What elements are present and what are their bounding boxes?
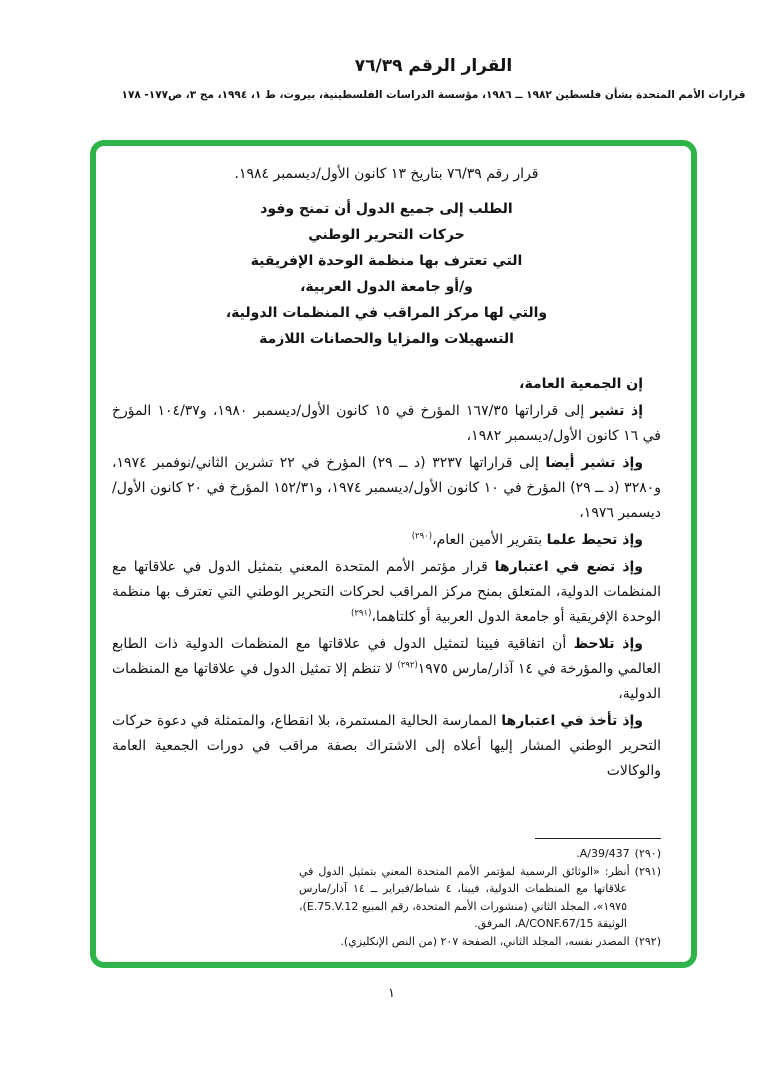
preambular-paragraph [112,528,661,553]
footnote-item [299,863,661,933]
footnote-marker: (٢٩٠) [634,847,661,860]
footnote-list [299,845,661,950]
paragraph-text: أن اتفاقية فيينا لتمثيل الدول في علاقاتها مع المنظمات الدولية ذات الطابع العالمي والمؤرخة في ١٤ آذار/مارس ١٩٧٥ [112,636,662,677]
paragraph-text: إلى قراراتها ١٦٧/٣٥ المؤرخ في ١٥ كانون الأول/ديسمبر ١٩٨٠، و١٠٤/٣٧ المؤرخ في ١٦ كانون الأول/ديسمبر ١٩٨٢، [112,403,661,444]
footnote-separator [535,838,661,839]
subject-line: الطلب إلى جميع الدول أن تمنح وفود [260,201,513,217]
footnote-reference: (٢٩٢) [397,660,418,671]
footnote-marker: (٢٩١) [634,864,661,878]
footnote-item [299,933,661,951]
paragraph-lead: وإذ تحيط علما [546,532,643,548]
footnote-marker: (٢٩٢) [634,934,661,948]
resolution-date-line: قرار رقم ٧٦/٣٩ بتاريخ ١٣ كانون الأول/ديسمبر ١٩٨٤. [234,166,539,182]
page-number: ١ [388,986,395,1001]
preambular-paragraph [112,399,661,449]
footnotes-section [112,838,661,950]
paragraph-lead: وإذ تأخذ في اعتبارها [501,713,644,729]
footnote-reference: (٢٩٠) [411,531,433,542]
resolution-body [112,399,661,784]
opening-phrase: إن الجمعية العامة، [519,376,643,392]
footnote-text: المصدر نفسه، المجلد الثاني، الصفحة ٢٠٧ (من النص الإنكليزي). [340,934,630,948]
paragraph-lead: وإذ تشير أيضا [545,455,644,471]
document-frame [90,140,697,968]
preambular-paragraph [112,632,661,707]
paragraph-text: الممارسة الحالية المستمرة، بلا انقطاع، والمتمثلة في دعوة حركات التحرير الوطني المشار إليها أعلاه إلى الاشتراك بصفة مراقب في دورات الجمعية العامة والوكالات [112,713,661,779]
source-citation-line: قرارات الأمم المتحدة بشأن فلسطين ١٩٨٢ ــ ١٩٨٦، مؤسسة الدراسات الفلسطينية، بيروت، ط ١، ١٩٩٤، مج ٣، ص١٧٧- ١٧٨ [121,89,746,101]
paragraph-lead: وإذ تلاحظ [573,636,643,652]
preambular-paragraph [112,709,661,784]
paragraph-text: بتقرير الأمين العام، [432,532,547,548]
resolution-title: القرار الرقم ٧٦/٣٩ [354,56,513,76]
paragraph-text: إلى قراراتها ٣٢٣٧ (د ــ ٢٩) المؤرخ في ٢٢ تشرين الثاني/نوفمبر ١٩٧٤، و٣٢٨٠ (د ــ ٢٩) المؤرخ في ١٠ كانون الأول/ديسمبر ١٩٧٤، و١٥٢/٣١ المؤرخ في ٢٠ كانون الأول/ديسمبر ١٩٧٦، [112,455,662,521]
subject-line: التي تعترف بها منظمة الوحدة الإفريقية [250,253,523,269]
subject-line: التسهيلات والمزايا والحصانات اللازمة [259,331,514,347]
footnote-text: A/39/437. [576,847,630,860]
page-header [115,56,752,101]
subject-line: و/أو جامعة الدول العربية، [300,279,473,295]
paragraph-lead: إذ تشير [590,403,643,419]
footnote-text: أنظر: «الوثائق الرسمية لمؤتمر الأمم المتحدة المعني بتمثيل الدول في علاقاتها مع المنظمات الدولية، فيينا، ٤ شباط/فبراير ــ ١٤ آذار/مارس ١٩٧٥»، المجلد الثاني (منشورات الأمم المتحدة، رقم المبيع E.75.V.12)، الوثيقة A/CONF.67/15، المرفق. [299,864,630,930]
preambular-paragraph [112,451,661,526]
footnote-item [299,845,661,863]
resolution-subject [112,196,661,352]
subject-line: حركات التحرير الوطني [308,227,465,243]
footnote-reference: (٢٩١) [351,608,372,619]
subject-line: والتي لها مركز المراقب في المنظمات الدولية، [225,305,548,321]
paragraph-lead: وإذ تضع في اعتبارها [494,559,644,575]
paragraph-text: قرار مؤتمر الأمم المتحدة المعني بتمثيل الدول في علاقاتها مع المنظمات الدولية، المتعلق بمنح مركز المراقب لحركات التحرير الوطني التي تعترف بها منظمة الوحدة الإفريقية أو جامعة الدول العربية أو كلتاهما، [112,559,661,625]
preambular-paragraph [112,555,661,630]
paragraph-text: لا تنظم إلا تمثيل الدول في علاقاتها مع المنظمات الدولية، [112,661,661,702]
